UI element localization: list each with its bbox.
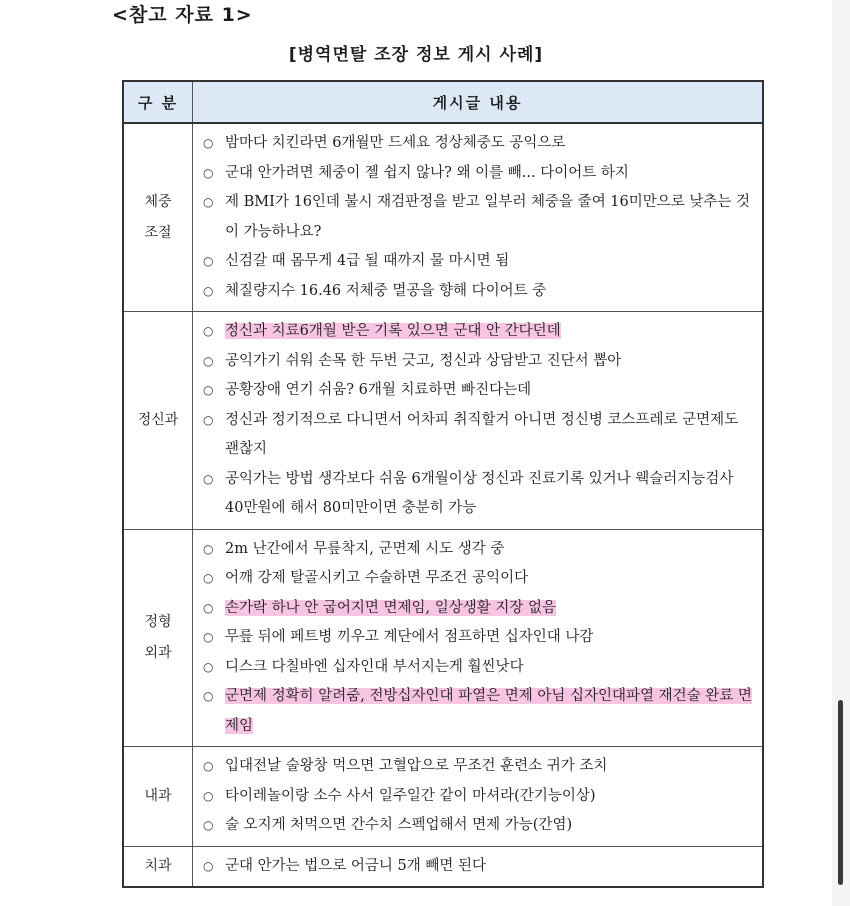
- post-text: [225, 623, 756, 653]
- post-text: [225, 188, 756, 247]
- highlighted-text: 정신과 치료6개월 받은 기록 있으면 군대 안 간다던데: [225, 323, 561, 339]
- list-item: [203, 129, 756, 159]
- table-row: [123, 747, 763, 847]
- posts-cell: [193, 312, 764, 530]
- circle-bullet-icon: ○: [203, 541, 214, 556]
- category-label: 정신과: [137, 411, 179, 428]
- category-cell: [123, 123, 193, 312]
- post-text: [225, 277, 756, 307]
- document-title: [병역면탈 조장 정보 게시 사례]: [288, 45, 544, 65]
- table-header-row: [123, 81, 763, 123]
- text-span: 공황장애 연기 쉬움? 6개월 치료하면 빠진다는데: [225, 382, 532, 398]
- text-span: 디스크 다칠바엔 십자인대 부서지는게 훨씬낫다: [225, 658, 524, 675]
- text-span: 군대 안가는 법으로 어금니 5개 빼면 된다: [225, 857, 486, 874]
- category-cell: [123, 846, 193, 887]
- list-item: [203, 852, 756, 882]
- text-span: 타이레놀이랑 소수 사서 일주일간 같이 마셔라(간기능이상): [225, 787, 596, 804]
- table-row: [123, 123, 763, 312]
- category-label: 치과: [144, 857, 172, 874]
- post-text: [225, 535, 756, 565]
- header-content: 게시글 내용: [193, 81, 764, 123]
- text-span: 군대 안가려면 체중이 젤 쉽지 않나? 왜 이를 빼... 다이어트 하지: [225, 164, 629, 181]
- header-category: 구 분: [123, 81, 193, 123]
- reference-title: <참고 자료 1>: [112, 4, 253, 26]
- circle-bullet-icon: ○: [203, 254, 214, 268]
- text-span: 공익가는 방법 생각보다 쉬움 6개월이상 정신과 진료기록 있거나 웩슬러지능검사 40만원에 해서 80미만이면 충분히 가능: [225, 470, 734, 516]
- circle-bullet-icon: ○: [203, 858, 214, 873]
- text-span: 신검갈 때 몸무게 4급 될 때까지 물 마시면 됨: [225, 253, 510, 269]
- posts-table: [122, 80, 764, 888]
- list-item: [203, 653, 756, 683]
- posts-cell: [193, 529, 764, 747]
- list-item: [203, 317, 756, 347]
- circle-bullet-icon: ○: [203, 689, 214, 703]
- post-text: [225, 347, 756, 377]
- table-row: [123, 312, 763, 530]
- post-text: [225, 465, 756, 524]
- post-text: [225, 317, 756, 347]
- text-span: 술 오지게 처먹으면 간수치 스펙업해서 면제 가능(간염): [225, 817, 573, 833]
- post-text: [225, 406, 756, 465]
- circle-bullet-icon: ○: [203, 283, 214, 298]
- circle-bullet-icon: ○: [203, 630, 214, 644]
- circle-bullet-icon: ○: [203, 471, 214, 486]
- list-item: [203, 347, 756, 377]
- table-body: [123, 123, 763, 887]
- text-span: 2m 난간에서 무릎착지, 군면제 시도 생각 중: [225, 540, 505, 557]
- circle-bullet-icon: ○: [203, 136, 214, 150]
- highlighted-text: 손가락 하나 안 굽어지면 면제임, 일상생활 지장 없음: [225, 599, 557, 616]
- post-text: [225, 247, 756, 277]
- category-label: 내과: [144, 787, 172, 804]
- posts-cell: [193, 123, 764, 312]
- highlighted-text: 군면제 정확히 알려줌, 전방십자인대 파열은 면제 아님 십자인대파열 재건술 완료 면제임: [225, 688, 752, 734]
- circle-bullet-icon: ○: [203, 324, 214, 338]
- post-text: [225, 594, 756, 624]
- post-text: [225, 129, 756, 159]
- text-span: 밤마다 치킨라면 6개월만 드세요 정상체중도 공익으로: [225, 135, 566, 151]
- list-item: [203, 564, 756, 594]
- circle-bullet-icon: ○: [203, 818, 214, 832]
- list-item: [203, 159, 756, 189]
- text-span: 제 BMI가 16인데 불시 재검판정을 받고 일부러 체중을 줄여 16미만으로 낮추는 것이 가능하나요?: [225, 194, 751, 240]
- category-label: 정형: [144, 613, 172, 630]
- circle-bullet-icon: ○: [203, 195, 214, 209]
- category-cell: [123, 747, 193, 847]
- list-item: [203, 247, 756, 277]
- post-text: [225, 376, 756, 406]
- post-text: [225, 852, 756, 882]
- list-item: [203, 535, 756, 565]
- list-item: [203, 782, 756, 812]
- post-text: [225, 811, 756, 841]
- list-item: [203, 811, 756, 841]
- post-text: [225, 564, 756, 594]
- post-text: [225, 782, 756, 812]
- circle-bullet-icon: ○: [203, 571, 214, 585]
- text-span: 무릎 뒤에 페트병 끼우고 계단에서 점프하면 십자인대 나감: [225, 629, 594, 645]
- list-item: [203, 188, 756, 247]
- list-item: [203, 465, 756, 524]
- list-item: [203, 376, 756, 406]
- text-span: 공익가기 쉬워 손목 한 두번 긋고, 정신과 상담받고 진단서 뽑아: [225, 352, 622, 369]
- posts-cell: [193, 846, 764, 887]
- category-cell: [123, 312, 193, 530]
- circle-bullet-icon: ○: [203, 600, 214, 615]
- text-span: 어깨 강제 탈골시키고 수술하면 무조건 공익이다: [225, 570, 529, 586]
- text-span: 정신과 정기적으로 다니면서 어차피 취직할거 아니면 정신병 코스프레로 군면제도 괜찮지: [225, 411, 739, 457]
- circle-bullet-icon: ○: [203, 659, 214, 674]
- post-text: [225, 653, 756, 683]
- list-item: [203, 682, 756, 741]
- circle-bullet-icon: ○: [203, 165, 214, 180]
- category-label: 외과: [144, 644, 172, 661]
- post-text: [225, 752, 756, 782]
- circle-bullet-icon: ○: [203, 383, 214, 397]
- table-row: [123, 846, 763, 887]
- category-cell: [123, 529, 193, 747]
- posts-cell: [193, 747, 764, 847]
- post-text: [225, 682, 756, 741]
- text-span: 체질량지수 16.46 저체중 멸공을 향해 다이어트 중: [225, 282, 547, 299]
- circle-bullet-icon: ○: [203, 353, 214, 368]
- circle-bullet-icon: ○: [203, 759, 214, 773]
- list-item: [203, 594, 756, 624]
- table-row: [123, 529, 763, 747]
- list-item: [203, 406, 756, 465]
- text-span: 입대전날 술왕창 먹으면 고혈압으로 무조건 훈련소 귀가 조치: [225, 758, 608, 774]
- list-item: [203, 623, 756, 653]
- list-item: [203, 277, 756, 307]
- list-item: [203, 752, 756, 782]
- circle-bullet-icon: ○: [203, 788, 214, 803]
- category-label: 체중: [144, 193, 172, 210]
- scrollbar[interactable]: [838, 700, 843, 885]
- circle-bullet-icon: ○: [203, 412, 214, 427]
- category-label: 조절: [144, 224, 172, 241]
- post-text: [225, 159, 756, 189]
